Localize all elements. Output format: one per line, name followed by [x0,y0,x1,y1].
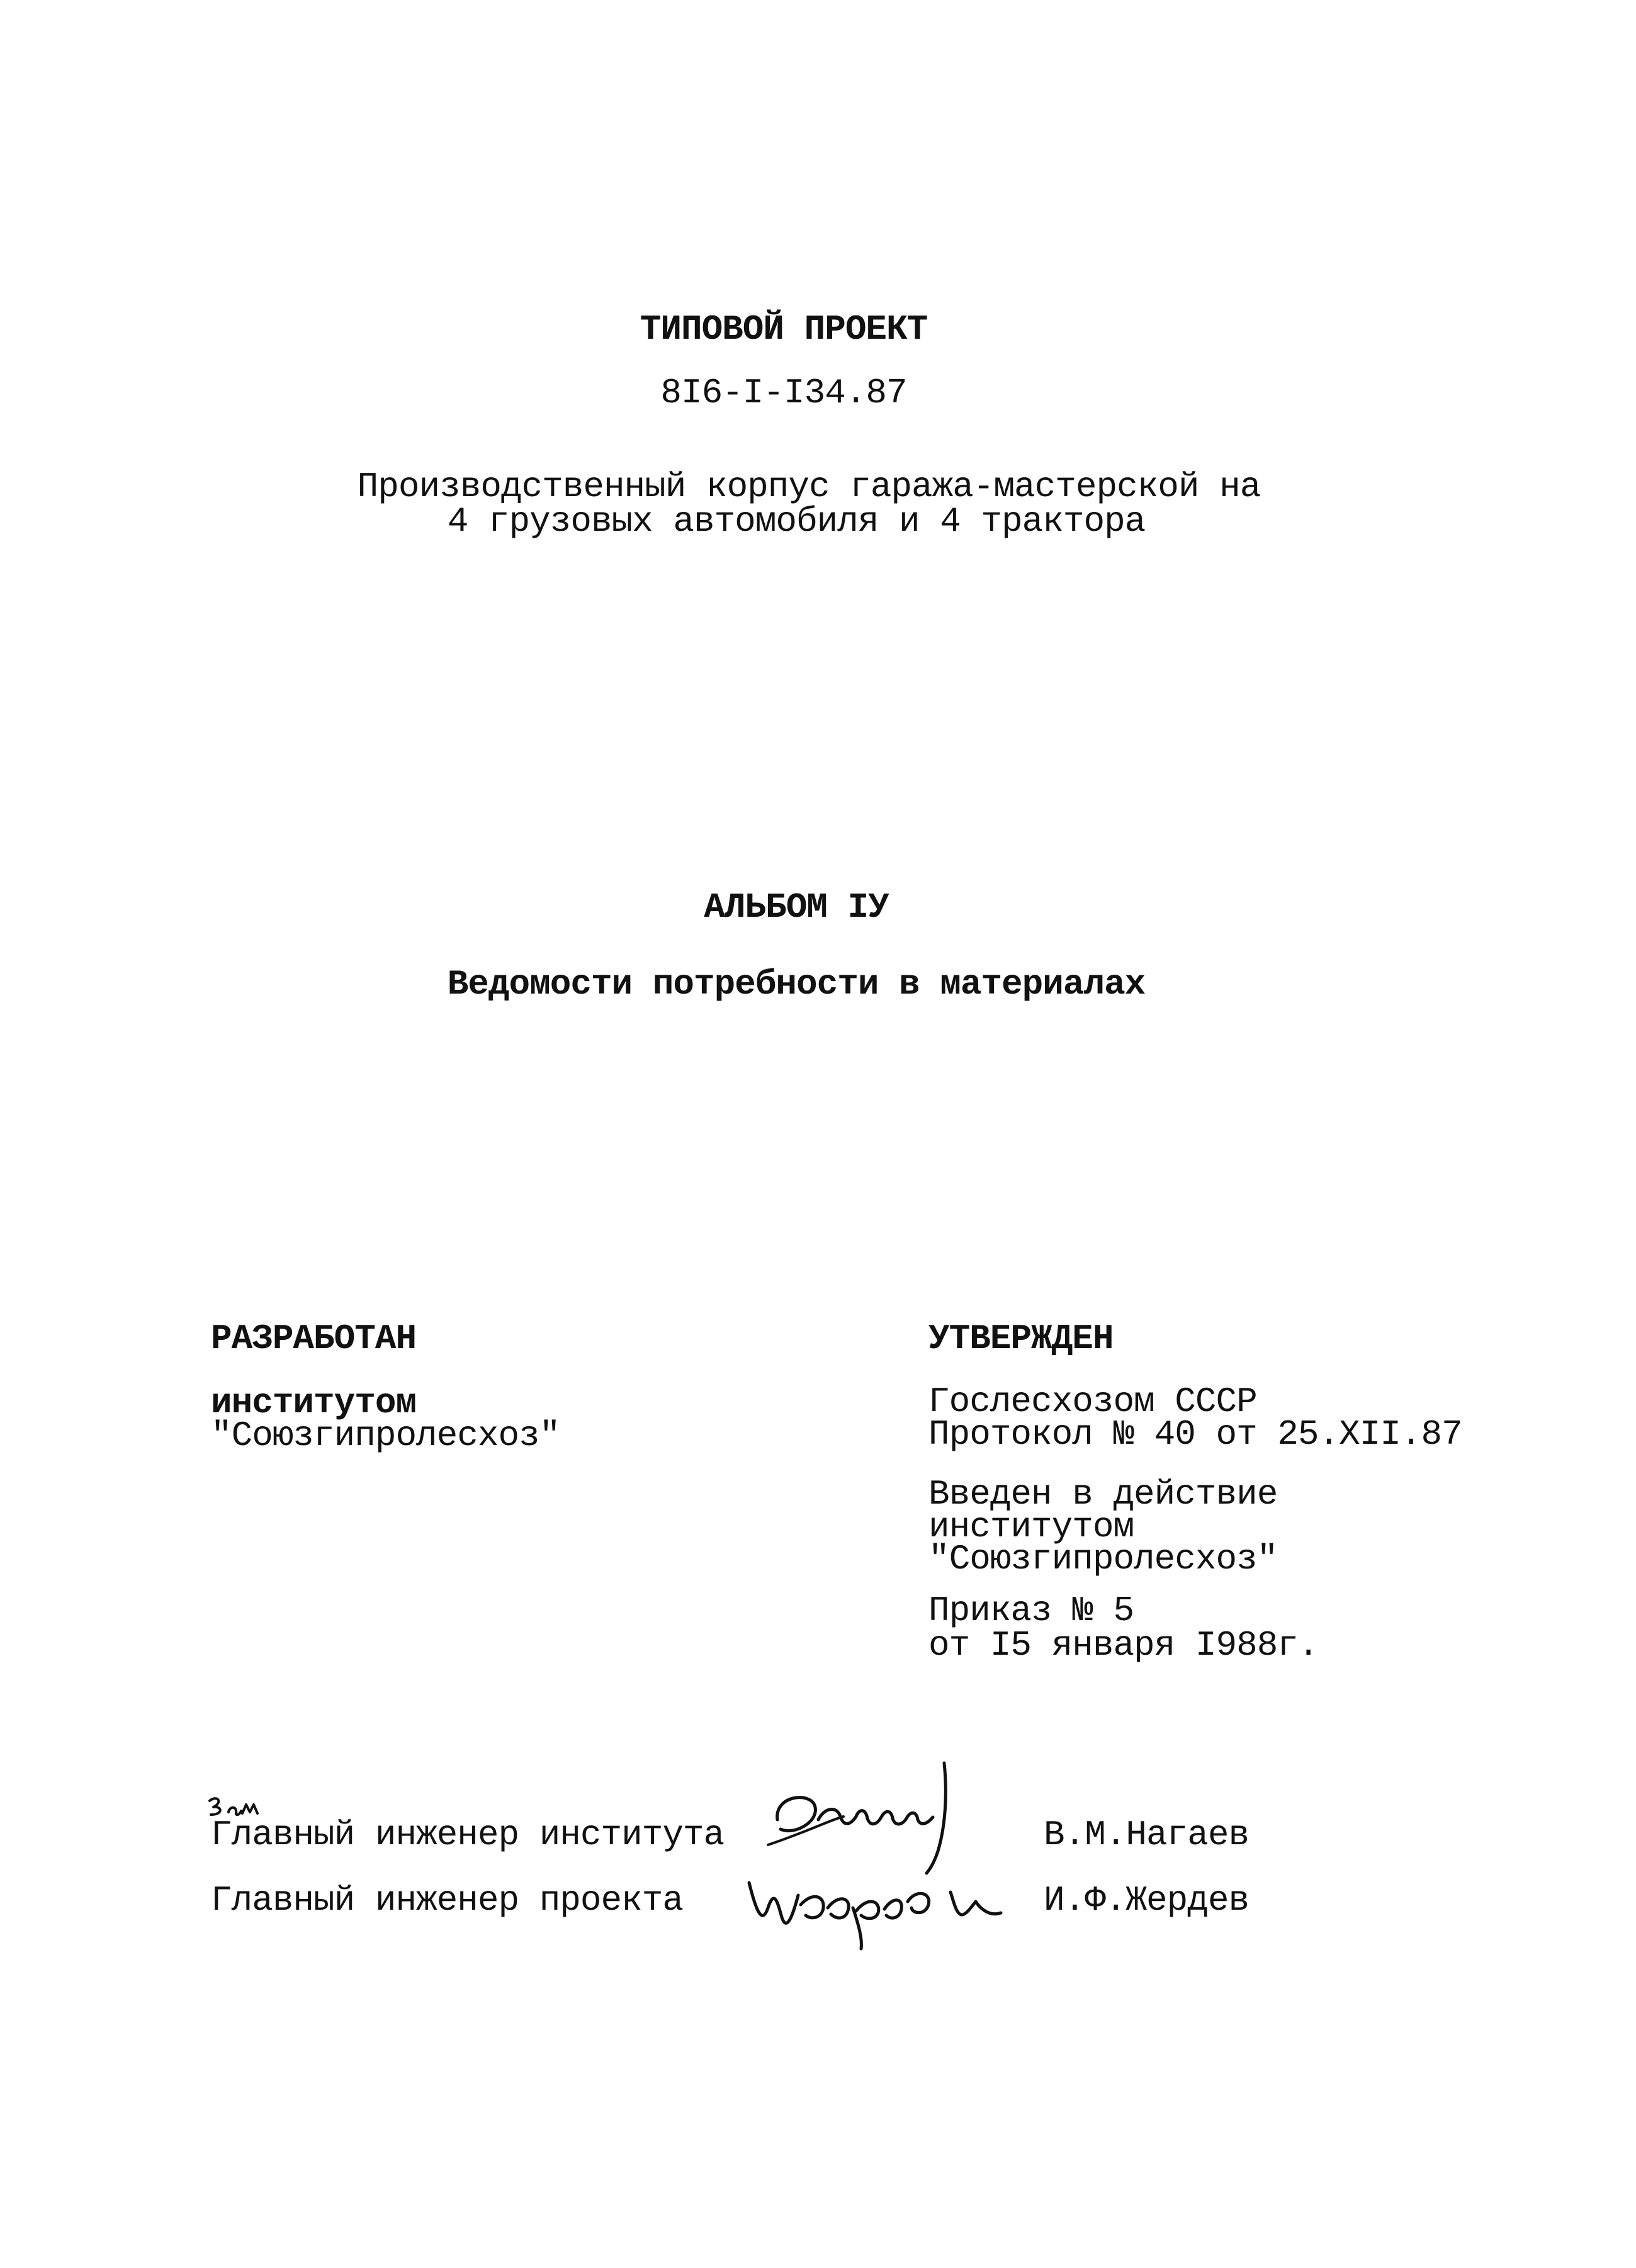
album-subtitle: Ведомости потребности в материалах [447,964,1146,1004]
album-title: АЛЬБОМ IУ [704,887,889,927]
chief-engineer-project-role: Главный инженер проекта [211,1880,683,1920]
developed-line2: "Союзгипролесхоз" [211,1415,560,1456]
approved-line4: институтом [928,1507,1134,1547]
approved-line6: Приказ № 5 [928,1590,1134,1631]
project-description-line2: 4 грузовых автомобиля и 4 трактора [447,501,1146,541]
developed-heading: РАЗРАБОТАН [211,1318,417,1359]
project-description-line1: Производственный корпус гаража-мастерской на [357,467,1261,507]
approved-line7: от I5 января I988г. [928,1625,1319,1665]
approved-line1: Гослесхозом СССР [928,1381,1257,1422]
chief-engineer-project-name: И.Ф.Жердев [1044,1880,1250,1920]
doc-type-heading: ТИПОВОЙ ПРОЕКТ [640,309,928,349]
developed-line1: институтом [211,1383,417,1423]
signature-zherdev [743,1857,1039,1952]
chief-engineer-institute-role: Главный инженер института [211,1815,725,1855]
approved-heading: УТВЕРЖДЕН [928,1318,1114,1359]
project-number: 8I6-I-I34.87 [660,373,907,413]
approved-line5: "Союзгипролесхоз" [928,1539,1278,1579]
approved-line2: Протокол № 40 от 25.XII.87 [928,1414,1462,1454]
chief-engineer-institute-name: В.М.Нагаев [1044,1815,1250,1855]
approved-line3: Введен в действие [928,1474,1278,1514]
